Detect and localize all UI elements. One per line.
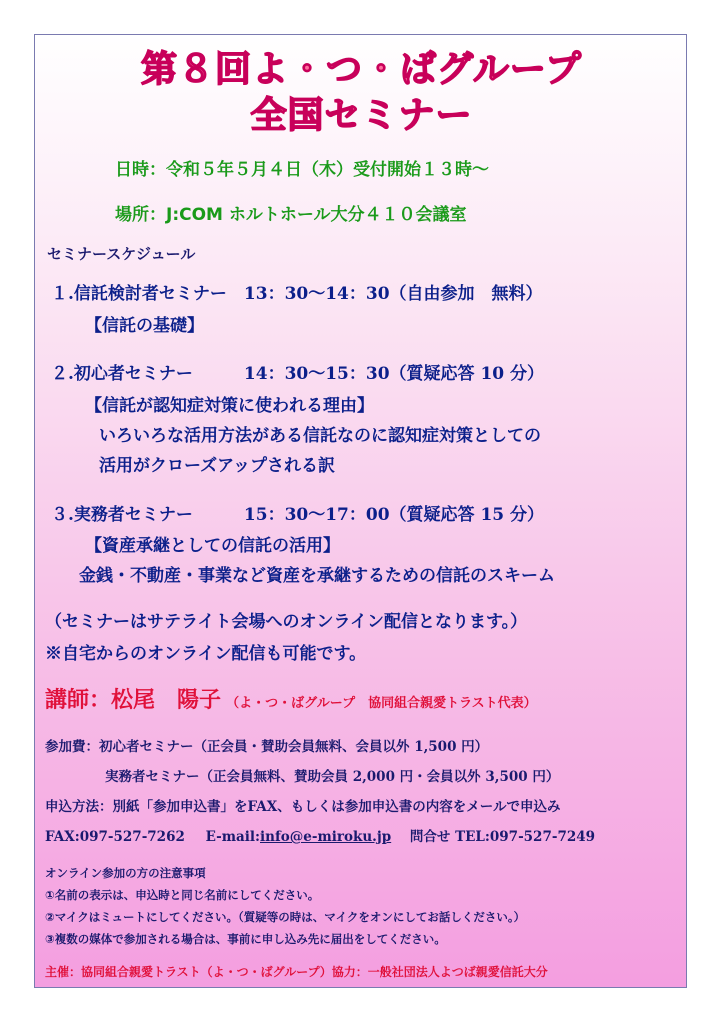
lecturer-line xyxy=(45,683,537,714)
schedule-item-2-title: ２.初心者セミナー 14：30～15：30（質疑応答 10 分） xyxy=(51,364,545,384)
fees-line2: 実務者セミナー（正会員無料、賛助会員 2,000 円・会員以外 3,500 円） xyxy=(105,769,560,785)
contact-email-link[interactable]: info@e-miroku.jp xyxy=(260,829,392,845)
schedule-item-3-desc-1: 金銭・不動産・事業など資産を承継するための信託のスキーム xyxy=(79,566,555,586)
flyer-title-line1: 第８回よ・つ・ばグループ xyxy=(140,49,583,90)
online-notes-heading: オンライン参加の方の注意事項 xyxy=(45,866,206,880)
event-place: 場所：J:COM ホルトホール大分４１０会議室 xyxy=(115,205,467,225)
online-notes-item-1: ①名前の表示は、申込時と同じ名前にしてください。 xyxy=(45,888,320,902)
fees-line1: 参加費：初心者セミナー（正会員・賛助会員無料、会員以外 1,500 円） xyxy=(45,739,489,755)
schedule-item-3-topic: 【資産承継としての信託の活用】 xyxy=(85,536,340,556)
contact-line xyxy=(45,825,595,845)
contact-tel: 問合せ TEL:097-527-7249 xyxy=(409,829,596,845)
schedule-item-2-desc-2: 活用がクローズアップされる訳 xyxy=(99,456,335,476)
contact-fax: FAX:097-527-7262 xyxy=(45,829,185,845)
lecturer-affiliation: （よ・つ・ばグループ 協同組合親愛トラスト代表） xyxy=(226,696,537,711)
schedule-heading: セミナースケジュール xyxy=(47,245,196,263)
footer-organizers: 主催：協同組合親愛トラスト（よ・つ・ばグループ）協力：一般社団法人よつば親愛信託大分 xyxy=(45,965,548,979)
schedule-item-2-desc-1: いろいろな活用方法がある信託なのに認知症対策としての xyxy=(99,426,541,446)
online-note-line2: ※自宅からのオンライン配信も可能です。 xyxy=(45,644,367,664)
online-notes-item-2: ②マイクはミュートにしてください。（質疑等の時は、マイクをオンにしてお話しください。） xyxy=(45,910,526,924)
event-datetime: 日時：令和５年５月４日（木）受付開始１３時～ xyxy=(115,160,489,180)
schedule-item-3-title: ３.実務者セミナー 15：30～17：00（質疑応答 15 分） xyxy=(51,505,545,525)
schedule-item-1-topic: 【信託の基礎】 xyxy=(85,316,204,336)
flyer-title-line2: 全国セミナー xyxy=(250,95,473,136)
schedule-item-1-title: １.信託検討者セミナー 13：30～14：30（自由参加 無料） xyxy=(51,284,543,304)
schedule-item-2-topic: 【信託が認知症対策に使われる理由】 xyxy=(85,396,374,416)
online-note-line1: （セミナーはサテライト会場へのオンライン配信となります。） xyxy=(45,612,528,632)
seminar-flyer xyxy=(34,34,687,988)
online-notes-item-3: ③複数の媒体で参加される場合は、事前に申し込み先に届出をしてください。 xyxy=(45,932,446,946)
lecturer-name: 講師：松尾 陽子 xyxy=(45,688,222,713)
contact-email-label: E-mail: xyxy=(205,829,260,845)
application-method: 申込方法：別紙「参加申込書」をFAX、もしくは参加申込書の内容をメールで申込み xyxy=(45,799,561,815)
